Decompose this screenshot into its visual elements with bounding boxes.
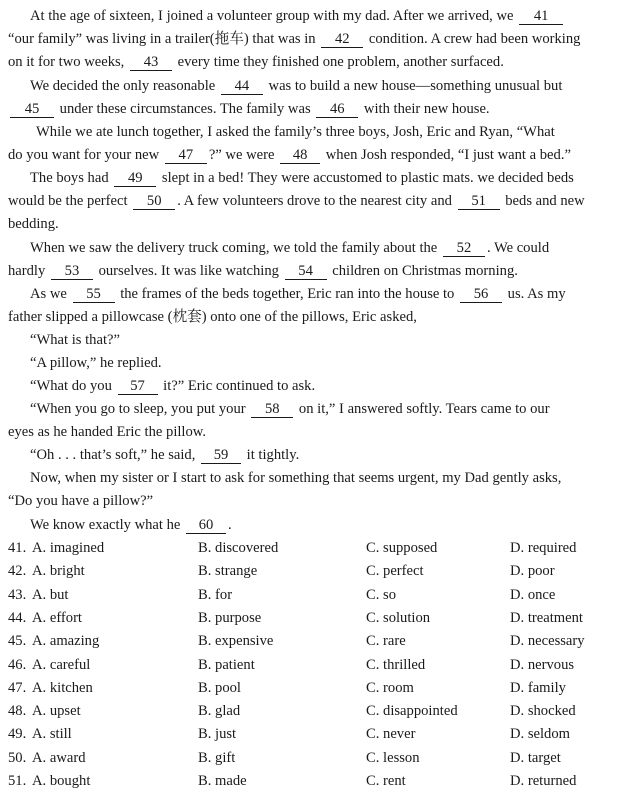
passage-line [8,491,153,511]
option-d: D. shocked [510,703,576,719]
passage-text: We decided the only reasonable [30,78,219,94]
passage-text: “When you go to sleep, you put your [30,401,250,417]
option-c: C. room [366,680,414,696]
question-number: 44. [8,610,27,626]
option-a: A. upset [32,703,81,719]
option-d: D. returned [510,773,577,789]
passage-text: . We could [486,240,550,256]
passage-line [30,284,566,304]
option-c: C. disappointed [366,703,458,719]
passage-text: ?” we were [208,147,279,163]
option-a: A. amazing [32,633,100,649]
passage-text: do you want for your new [8,147,163,163]
blank-59: 59 [201,447,241,464]
passage-line [30,330,120,350]
option-c: C. supposed [366,540,438,556]
passage-line [8,214,59,234]
passage-line [8,422,206,442]
option-a: A. imagined [32,540,105,556]
passage-text: “our family” was living in a trailer(拖车) that was in [8,31,320,47]
passage-text: on it,” I answered softly. Tears came to our [295,401,550,417]
passage-line [8,191,585,211]
option-b: B. patient [198,657,255,673]
option-d: D. required [510,540,577,556]
option-a: A. still [32,726,72,742]
passage-text: us. As my [504,286,566,302]
blank-53: 53 [51,263,93,280]
question-number: 42. [8,563,27,579]
passage-text: children on Christmas morning. [328,263,518,279]
question-number: 45. [8,633,27,649]
blank-60: 60 [186,517,226,534]
passage-text: The boys had [30,170,113,186]
option-b: B. strange [198,563,258,579]
option-a: A. but [32,587,69,603]
question-number: 48. [8,703,27,719]
option-b: B. glad [198,703,241,719]
option-d: D. nervous [510,657,575,673]
passage-text: was to build a new house—something unusual but [264,78,563,94]
option-d: D. poor [510,563,555,579]
passage-text: We know exactly what he [30,517,185,533]
blank-54: 54 [285,263,327,280]
option-a: A. bright [32,563,85,579]
passage-text: condition. A crew had been working [365,31,581,47]
passage-text: While we ate lunch together, I asked the family’s three boys, Josh, Eric and Ryan, “What [36,124,555,140]
option-d: D. treatment [510,610,583,626]
passage-text: . A few volunteers drove to the nearest city and [177,193,456,209]
passage-line [30,168,574,188]
question-number: 41. [8,540,27,556]
option-c: C. perfect [366,563,424,579]
option-c: C. thrilled [366,657,426,673]
passage-line [30,238,549,258]
passage-text: Now, when my sister or I start to ask for something that seems urgent, my Dad gently asks, [30,470,562,486]
option-d: D. seldom [510,726,570,742]
option-d: D. necessary [510,633,585,649]
passage-line [8,145,571,165]
passage-text: At the age of sixteen, I joined a volunteer group with my dad. After we arrived, we [30,8,518,24]
passage-text: every time they finished one problem, another surfaced. [173,54,504,70]
passage-text: As we [30,286,71,302]
passage-text: “A pillow,” he replied. [30,355,162,371]
option-c: C. so [366,587,397,603]
passage-text: When we saw the delivery truck coming, we told the family about the [30,240,441,256]
blank-55: 55 [73,286,115,303]
passage-text: the frames of the beds together, Eric ran into the house to [116,286,458,302]
option-b: B. gift [198,750,236,766]
passage-line [8,99,490,119]
passage-text: when Josh responded, “I just want a bed.” [322,147,571,163]
blank-48: 48 [280,147,320,164]
blank-49: 49 [114,170,156,187]
blank-50: 50 [133,193,175,210]
option-a: A. bought [32,773,91,789]
passage-text: eyes as he handed Eric the pillow. [8,424,207,440]
blank-58: 58 [251,401,293,418]
passage-line [30,468,561,488]
blank-57: 57 [118,378,158,395]
passage-text: . [228,517,232,533]
passage-line [36,122,555,142]
option-b: B. for [198,587,233,603]
question-number: 49. [8,726,27,742]
option-b: B. discovered [198,540,279,556]
passage-text: on it for two weeks, [8,54,128,70]
blank-46: 46 [316,101,358,118]
option-b: B. pool [198,680,241,696]
option-a: A. award [32,750,86,766]
passage-text: would be the perfect [8,193,132,209]
passage-text: it tightly. [243,447,300,463]
option-c: C. rent [366,773,406,789]
option-c: C. rare [366,633,406,649]
question-number: 46. [8,657,27,673]
passage-line [30,6,565,26]
blank-52: 52 [443,240,485,257]
option-d: D. family [510,680,566,696]
passage-text: “Oh . . . that’s soft,” he said, [30,447,200,463]
blank-43: 43 [130,54,172,71]
blank-47: 47 [165,147,207,164]
option-a: A. effort [32,610,82,626]
question-number: 51. [8,773,27,789]
passage-line [30,376,315,396]
passage-text: ourselves. It was like watching [94,263,283,279]
question-number: 43. [8,587,27,603]
option-c: C. solution [366,610,431,626]
blank-56: 56 [460,286,502,303]
passage-line [8,52,504,72]
option-d: D. once [510,587,556,603]
passage-text: “Do you have a pillow?” [8,493,154,509]
blank-45: 45 [10,101,54,118]
option-b: B. just [198,726,237,742]
passage-text: it?” Eric continued to ask. [159,378,316,394]
blank-42: 42 [321,31,363,48]
passage-line [8,261,518,281]
passage-text: father slipped a pillowcase (枕套) onto one of the pillows, Eric asked, [8,309,417,325]
blank-41: 41 [519,8,563,25]
passage-text: under these circumstances. The family was [56,101,315,117]
passage-line [30,399,550,419]
option-a: A. kitchen [32,680,93,696]
question-number: 50. [8,750,27,766]
passage-text: bedding. [8,216,59,232]
option-a: A. careful [32,657,91,673]
passage-text: beds and new [501,193,585,209]
passage-line [8,307,417,327]
option-b: B. made [198,773,247,789]
passage-text: “What do you [30,378,116,394]
passage-line [30,76,562,96]
option-c: C. lesson [366,750,420,766]
passage-line [8,29,580,49]
passage-line [30,445,299,465]
passage-text: with their new house. [360,101,490,117]
passage-line [30,353,162,373]
blank-51: 51 [458,193,500,210]
passage-text: “What is that?” [30,332,120,348]
option-d: D. target [510,750,561,766]
blank-44: 44 [221,78,263,95]
option-b: B. expensive [198,633,274,649]
question-number: 47. [8,680,27,696]
passage-line [30,515,232,535]
passage-text: slept in a bed! They were accustomed to plastic mats. we decided beds [158,170,574,186]
option-b: B. purpose [198,610,262,626]
passage-text: hardly [8,263,49,279]
option-c: C. never [366,726,416,742]
